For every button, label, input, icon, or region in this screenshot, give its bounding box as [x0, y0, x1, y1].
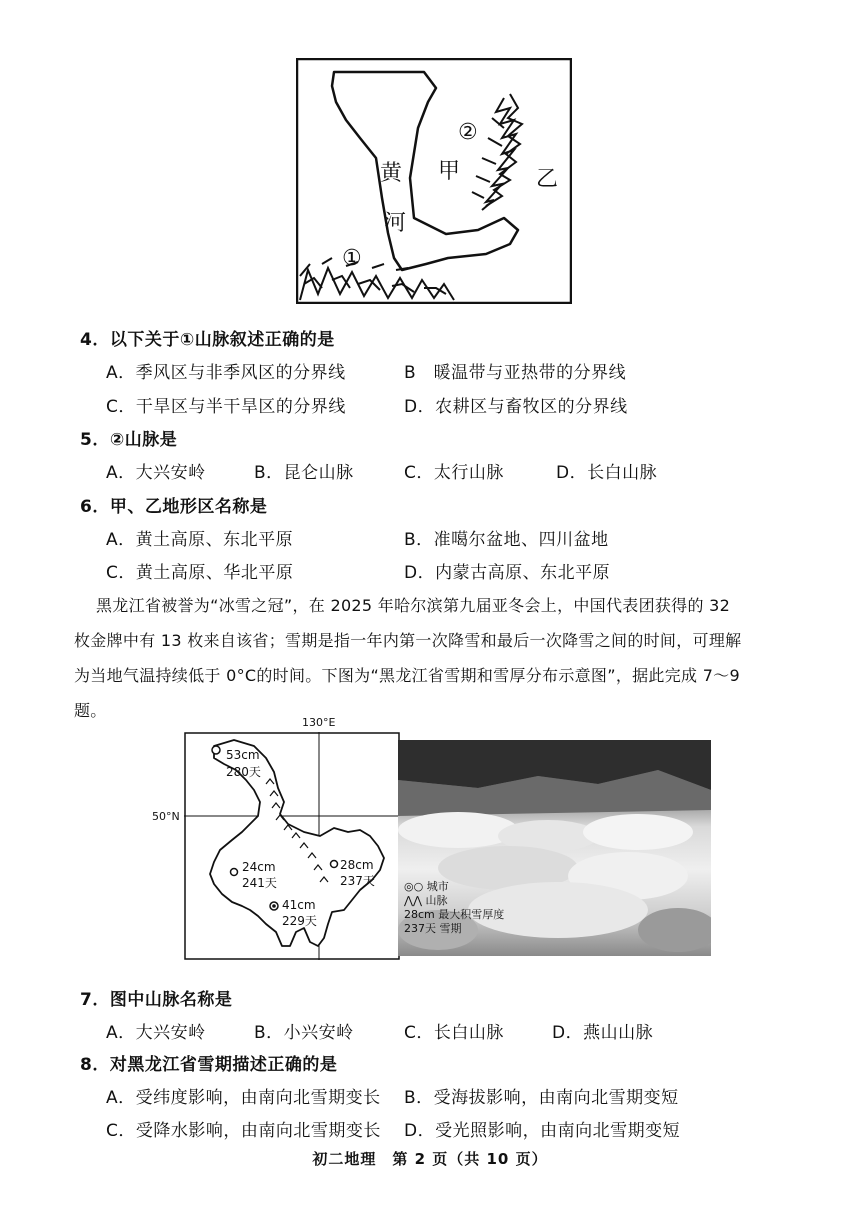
map-label-yi: 乙 [536, 167, 559, 192]
q7-option-a: A．大兴安岭 [106, 1023, 206, 1043]
question-6-stem: 6．甲、乙地形区名称是 [80, 497, 268, 517]
city-d-depth: 28cm [340, 858, 374, 872]
city-d-days: 237天 [340, 874, 375, 888]
q7-option-c: C．长白山脉 [404, 1023, 504, 1043]
lon-label: 130°E [302, 716, 336, 729]
passage-line-1: 黑龙江省被誉为“冰雪之冠”，在 2025 年哈尔滨第九届亚冬会上，中国代表团获得的 32 [96, 596, 731, 615]
q8-option-a: A．受纬度影响，由南向北雪期变长 [106, 1088, 381, 1108]
q5-option-a: A．大兴安岭 [106, 463, 206, 483]
city-c-depth: 41cm [282, 898, 316, 912]
q4-option-c: C．干旱区与半干旱区的分界线 [106, 397, 346, 417]
map-label-huang: 黄 [380, 161, 403, 186]
map-label-he: 河 [384, 211, 407, 236]
legend-sample-days: 237天 [404, 922, 436, 935]
legend-mountain-row [404, 894, 554, 908]
legend-days-row [404, 922, 554, 936]
lat-label: 50°N [152, 810, 180, 823]
passage [74, 588, 804, 728]
q4-option-d: D．农耕区与畜牧区的分界线 [404, 397, 628, 417]
city-b-days: 241天 [242, 876, 277, 890]
q5-option-d: D．长白山脉 [556, 463, 658, 483]
q6-option-c: C．黄土高原、华北平原 [106, 563, 294, 583]
question-5-stem: 5．②山脉是 [80, 430, 178, 450]
q6-option-b: B．准噶尔盆地、四川盆地 [404, 530, 609, 550]
q8-option-d: D．受光照影响，由南向北雪期变短 [404, 1121, 681, 1141]
map-yellow-river [296, 58, 572, 304]
passage-line-2: 枚金牌中有 13 枚来自该省；雪期是指一年内第一次降雪和最后一次降雪之间的时间，可理解 [74, 631, 742, 650]
map-heilongjiang [152, 716, 400, 960]
q6-option-a: A．黄土高原、东北平原 [106, 530, 294, 550]
legend-days-text: 雪期 [439, 922, 462, 935]
q6-option-d: D．内蒙古高原、东北平原 [404, 563, 611, 583]
legend-city: 城市 [426, 880, 449, 893]
city-a-depth: 53cm [226, 748, 260, 762]
city-a-days: 280天 [226, 765, 261, 779]
map-marker-2: ② [458, 120, 478, 145]
legend-city-row [404, 880, 554, 894]
legend-sample-depth: 28cm [404, 908, 435, 921]
map-marker-1: ① [342, 246, 362, 271]
q8-option-c: C．受降水影响，由南向北雪期变长 [106, 1121, 381, 1141]
mountain-symbol-icon: ⋀⋀ [404, 894, 423, 907]
q7-option-d: D．燕山山脉 [552, 1023, 654, 1043]
question-4-stem: 4．以下关于①山脉叙述正确的是 [80, 330, 335, 350]
q4-option-a: A．季风区与非季风区的分界线 [106, 363, 346, 383]
map-legend [404, 880, 554, 936]
legend-depth-text: 最大积雪厚度 [438, 908, 505, 921]
q5-option-b: B．昆仑山脉 [254, 463, 354, 483]
passage-line-4: 题。 [74, 701, 107, 720]
legend-mountain: 山脉 [425, 894, 448, 907]
q5-option-c: C．太行山脉 [404, 463, 504, 483]
map-label-jia: 甲 [438, 159, 461, 184]
q7-option-b: B．小兴安岭 [254, 1023, 354, 1043]
city-b-depth: 24cm [242, 860, 276, 874]
city-c-days: 229天 [282, 914, 317, 928]
snow-photo [398, 740, 711, 956]
q8-option-b: B．受海拔影响，由南向北雪期变短 [404, 1088, 679, 1108]
question-8-stem: 8．对黑龙江省雪期描述正确的是 [80, 1055, 338, 1075]
passage-line-3: 为当地气温持续低于 0°C的时间。下图为“黑龙江省雪期和雪厚分布示意图”，据此完成 7～9 [74, 666, 740, 685]
q4-option-b: B 暖温带与亚热带的分界线 [404, 363, 627, 383]
question-7-stem: 7．图中山脉名称是 [80, 990, 233, 1010]
map-yellow-river-drawing [296, 58, 572, 304]
page-footer: 初二地理 第 2 页（共 10 页） [312, 1150, 548, 1168]
city-symbol-icon: ◎○ [404, 880, 424, 893]
legend-depth-row [404, 908, 554, 922]
